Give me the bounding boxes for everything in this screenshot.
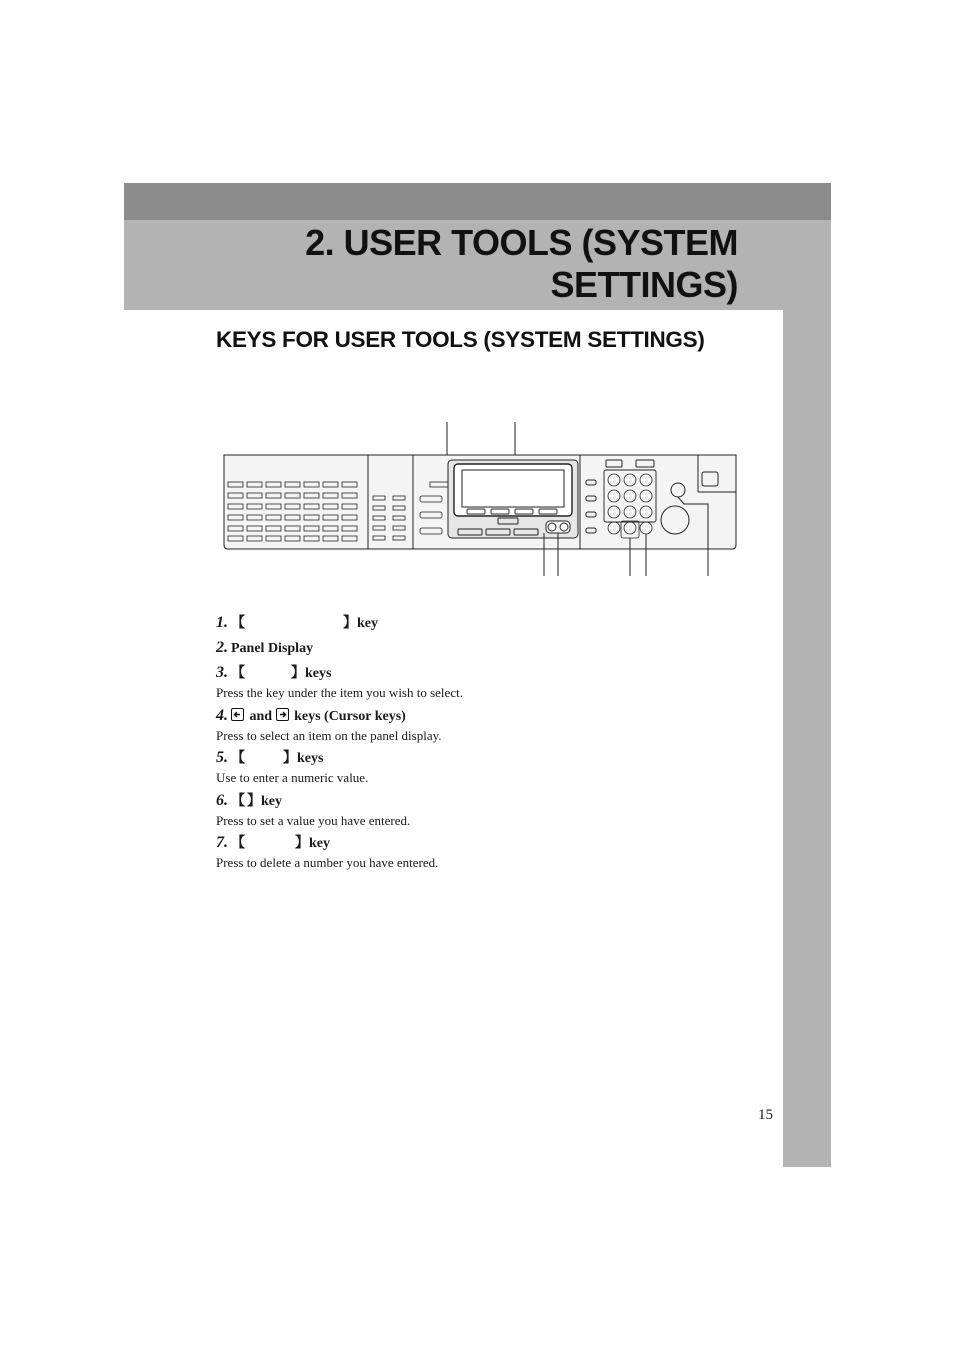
item-number: 7. <box>216 834 228 851</box>
list-item <box>216 748 464 787</box>
list-item <box>216 638 464 659</box>
section-title: KEYS FOR USER TOOLS (SYSTEM SETTINGS) <box>216 327 705 352</box>
item-description: Press the key under the item you wish to select. <box>216 685 463 700</box>
bracket-open-icon: 【 <box>231 666 245 681</box>
bracket-open-icon: 【 <box>231 751 245 766</box>
item-label: keys <box>305 666 332 681</box>
chapter-title-line1: 2. USER TOOLS (SYSTEM <box>305 222 738 263</box>
page-number: 15 <box>758 1107 773 1123</box>
chapter-header-band <box>124 183 831 220</box>
item-label: Panel Display <box>231 641 314 656</box>
list-item <box>216 706 464 745</box>
item-label: keys <box>297 751 324 766</box>
list-item <box>216 791 464 830</box>
item-description: Press to delete a number you have entered. <box>216 855 439 870</box>
operation-panel-illustration <box>218 418 748 583</box>
bracket-close-icon: 】 <box>247 793 261 809</box>
cursor-keys-housing <box>546 521 570 533</box>
item-number: 6. <box>216 791 228 809</box>
item-number: 1. <box>216 614 228 631</box>
item-number: 4. <box>216 706 228 724</box>
item-number: 3. <box>216 664 228 681</box>
list-item <box>216 663 464 702</box>
chapter-title <box>218 220 738 306</box>
bracket-open-icon: 【 <box>231 836 245 851</box>
bracket-close-icon: 】 <box>343 616 357 631</box>
item-number: 2. <box>216 639 228 656</box>
item-number: 5. <box>216 749 228 766</box>
bracket-close-icon: 】 <box>283 751 297 766</box>
list-item <box>216 833 464 872</box>
right-cursor-key-icon <box>276 708 289 721</box>
item-and-text: and <box>249 708 273 724</box>
item-description: Press to select an item on the panel display. <box>216 727 442 743</box>
panel-diagram <box>218 418 748 583</box>
bracket-close-icon: 】 <box>295 836 309 851</box>
bracket-close-icon: 】 <box>291 666 305 681</box>
chapter-title-line2: SETTINGS) <box>550 264 738 305</box>
left-cursor-key-icon <box>231 708 244 721</box>
item-label: key <box>357 616 378 631</box>
key-description-list <box>216 613 464 876</box>
bracket-open-icon: 【 <box>231 793 245 809</box>
item-description: Press to set a value you have entered. <box>216 812 411 828</box>
bracket-open-icon: 【 <box>231 616 245 631</box>
list-item <box>216 613 464 634</box>
item-label: keys (Cursor keys) <box>294 708 406 724</box>
item-label: key <box>261 793 282 809</box>
item-label: key <box>309 836 330 851</box>
side-thumb-tab <box>783 310 831 1167</box>
item-description: Use to enter a numeric value. <box>216 770 369 785</box>
